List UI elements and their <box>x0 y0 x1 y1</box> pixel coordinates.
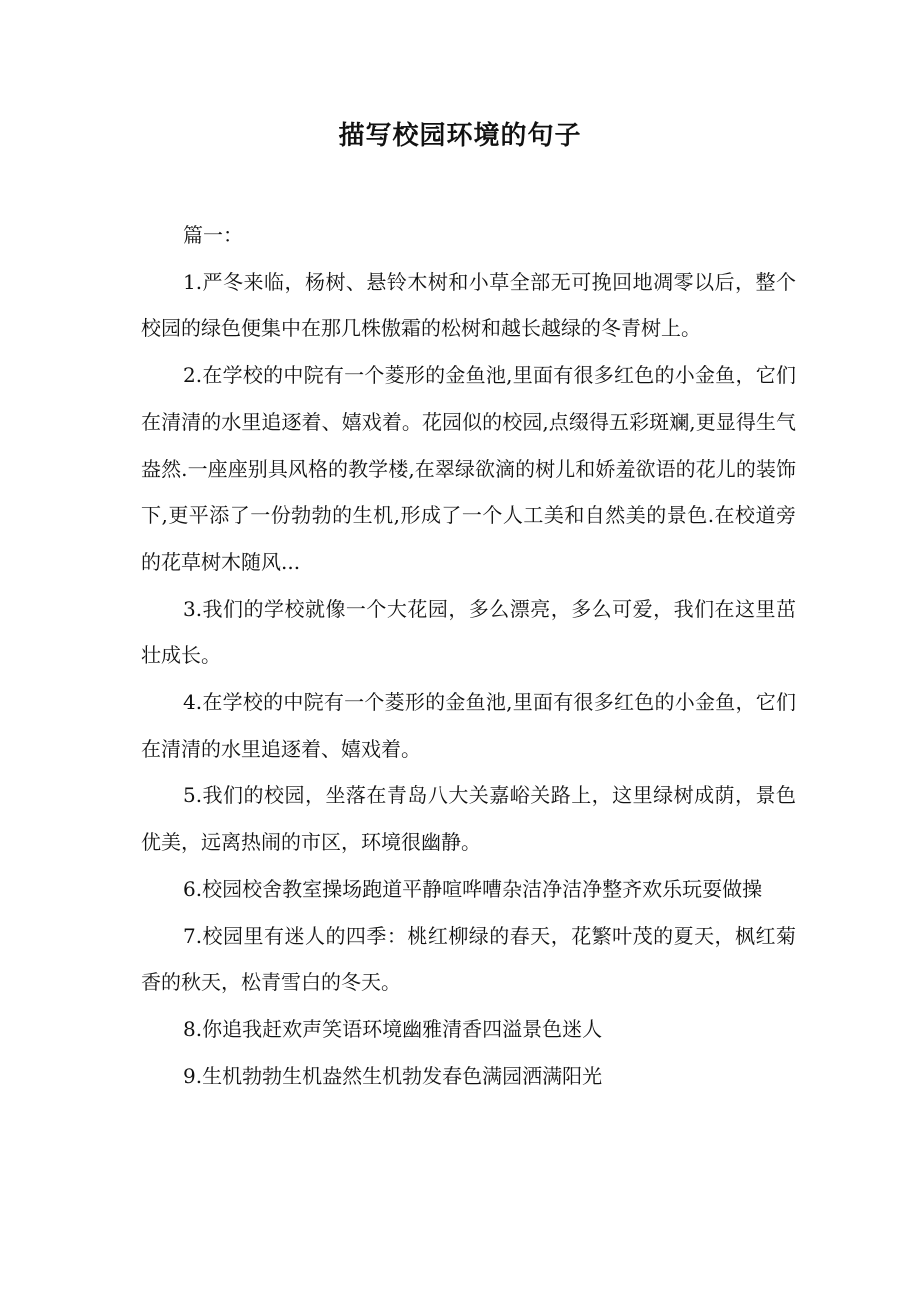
paragraph-7: 7.校园里有迷人的四季：桃红柳绿的春天，花繁叶茂的夏天，枫红菊香的秋天，松青雪白的冬天。 <box>141 923 796 995</box>
paragraph-5: 5.我们的校园，坐落在青岛八大关嘉峪关路上，这里绿树成荫，景色优美，远离热闹的市区，环境很幽静。 <box>141 783 796 855</box>
paragraph-6: 6.校园校舍教室操场跑道平静喧哗嘈杂洁净洁净整齐欢乐玩耍做操 <box>183 876 763 901</box>
paragraph-8: 8.你追我赶欢声笑语环境幽雅清香四溢景色迷人 <box>183 1016 603 1041</box>
paragraph-2: 2.在学校的中院有一个菱形的金鱼池,里面有很多红色的小金鱼，它们在清清的水里追逐着、嬉戏着。花园似的校园,点缀得五彩斑斓,更显得生气盎然.一座座别具风格的教学楼,在翠绿欲滴的树儿和娇羞欲语的花儿的装饰下,更平添了一份勃勃的生机,形成了一个人工美和自然美的景色.在校道旁的花草树木随风... <box>141 363 796 574</box>
paragraph-3: 3.我们的学校就像一个大花园，多么漂亮，多么可爱，我们在这里茁壮成长。 <box>141 596 796 668</box>
document-body <box>141 212 796 1099</box>
section-heading: 篇一： <box>183 223 243 247</box>
paragraph-4: 4.在学校的中院有一个菱形的金鱼池,里面有很多红色的小金鱼，它们在清清的水里追逐着、嬉戏着。 <box>141 690 796 761</box>
paragraph-1: 1.严冬来临，杨树、悬铃木树和小草全部无可挽回地凋零以后，整个校园的绿色便集中在那几株傲霜的松树和越长越绿的冬青树上。 <box>141 269 796 341</box>
paragraph-9: 9.生机勃勃生机盎然生机勃发春色满园洒满阳光 <box>183 1063 603 1088</box>
document-title: 描写校园环境的句子 <box>338 121 582 151</box>
